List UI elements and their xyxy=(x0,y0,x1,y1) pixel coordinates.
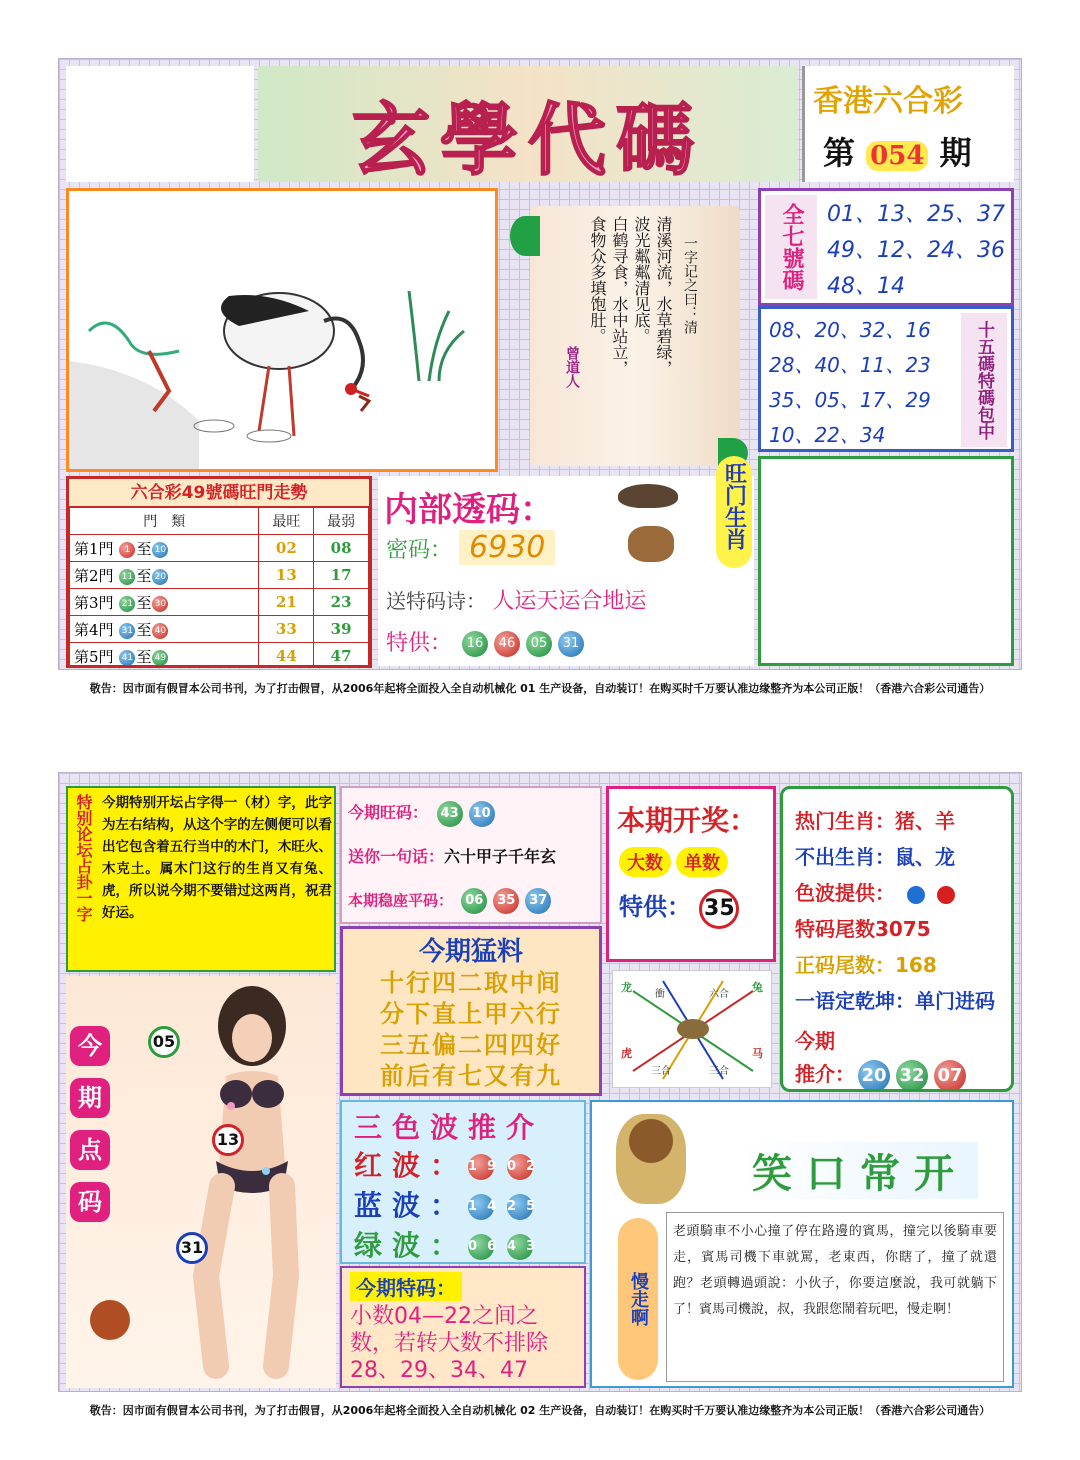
door-from-ball: 1 xyxy=(119,542,135,558)
draw-special-number: 35 xyxy=(699,889,739,929)
pick-ball: 05 xyxy=(148,1026,180,1058)
fifteen-line-1: 08、20、32、16 xyxy=(769,318,931,342)
door-header-cold: 最弱 xyxy=(314,508,369,535)
draw-tag-2: 单数 xyxy=(676,847,728,877)
poem-heading: 一字记之曰：清 xyxy=(682,236,698,334)
three-wave-title: 三色波推介 xyxy=(354,1111,545,1144)
fifteen-numbers-panel xyxy=(758,306,1014,452)
hot-info-label: 一语定乾坤： xyxy=(795,989,915,1013)
sentence-value: 六十甲子千年玄 xyxy=(444,847,557,866)
door-name: 第3門 xyxy=(74,593,114,612)
compass-label-three-b: 三合 xyxy=(709,1066,729,1077)
recommend-label-1: 今期 xyxy=(795,1029,835,1053)
door-name: 第5門 xyxy=(74,647,114,666)
door-table-panel xyxy=(66,476,372,668)
recommend-label-2: 推介： xyxy=(795,1062,855,1086)
hot-material-line-3: 三五偏二四四好 xyxy=(380,1031,562,1059)
door-to-ball: 10 xyxy=(152,542,168,558)
wave-ball: 06 xyxy=(468,1234,494,1260)
poem-line-2: 波光粼粼清见底。 xyxy=(632,216,651,344)
forum-label: 特别论坛占卦一字 xyxy=(74,794,93,922)
main-title: 玄學代碼 xyxy=(351,95,704,182)
lost-numbers-panel xyxy=(758,188,1014,306)
pick-label-char: 期 xyxy=(70,1078,110,1118)
wave-dot-icon xyxy=(907,886,925,904)
door-cold: 39 xyxy=(314,616,369,643)
hot-material-title: 今期猛料 xyxy=(418,937,523,967)
hot-info-value: 猪、羊 xyxy=(895,809,955,833)
wave-ball: 19 xyxy=(468,1154,494,1180)
crane-illustration xyxy=(69,191,495,469)
wave-dot-icon xyxy=(937,886,955,904)
door-hot: 33 xyxy=(259,616,314,643)
draw-panel xyxy=(606,786,776,962)
door-row xyxy=(70,562,369,589)
compass-diagram xyxy=(613,971,772,1088)
compass-label-rabbit: 兔 xyxy=(752,981,763,994)
door-name: 第2門 xyxy=(74,566,114,585)
flat-label: 本期稳座平码： xyxy=(348,891,454,910)
code-value: 6930 xyxy=(459,530,555,565)
pick-ball: 31 xyxy=(176,1232,208,1264)
hot-info-row xyxy=(795,911,995,947)
number-ball: 43 xyxy=(437,801,463,827)
wave-label: 红波 xyxy=(354,1149,431,1182)
fifteen-line-4: 10、22、34 xyxy=(769,423,886,447)
door-header-hot: 最旺 xyxy=(259,508,314,535)
door-row xyxy=(70,535,369,562)
scroll-end-left xyxy=(510,216,540,256)
hot-zodiac-tag xyxy=(716,456,752,568)
door-hot: 21 xyxy=(259,589,314,616)
special-panel xyxy=(340,1266,586,1388)
door-table-title: 六合彩49號碼旺門走勢 xyxy=(69,479,369,507)
poem-value: 人运天运合地运 xyxy=(492,589,647,614)
door-to-char: 至 xyxy=(136,620,152,639)
draw-title: 本期开奖： xyxy=(617,804,758,837)
pick-ball: 13 xyxy=(212,1124,244,1156)
hot-info-label: 色波提供： xyxy=(795,881,895,905)
hot-info-label: 不出生肖： xyxy=(795,845,895,869)
lost-numbers-line-1: 01、13、25、37 xyxy=(827,202,1005,227)
hot-info-label: 正码尾数： xyxy=(795,953,895,977)
door-from-ball: 31 xyxy=(119,623,135,639)
forum-text: 今期特别开坛占字得一（材）字，此字为左右结构，从这个字的左侧便可以看出它包含着五行当中的木门，木旺火、木克土。属木门这行的生肖又有兔、虎，所以说今期不要错过这两肖，祝君好运。 xyxy=(102,795,332,921)
hot-info-value: 168 xyxy=(895,953,937,977)
number-ball: 46 xyxy=(494,631,520,657)
wave-ball: 14 xyxy=(468,1194,494,1220)
hot-info-label: 特码尾数 xyxy=(795,917,875,941)
wave-ball: 02 xyxy=(507,1154,533,1180)
door-name: 第1門 xyxy=(74,539,114,558)
door-name: 第4門 xyxy=(74,620,114,639)
inside-code-panel xyxy=(378,476,754,666)
hot-info-value: 3075 xyxy=(875,917,931,941)
king-label: 今期旺码： xyxy=(348,803,429,822)
code-label: 密码： xyxy=(386,538,453,563)
compass-label-three-a: 三合 xyxy=(651,1066,671,1077)
door-row xyxy=(70,589,369,616)
wave-row: 绿波： 0643 xyxy=(354,1229,546,1262)
number-ball: 05 xyxy=(526,631,552,657)
joke-panel xyxy=(590,1100,1014,1388)
door-to-char: 至 xyxy=(136,566,152,585)
number-ball: 31 xyxy=(558,631,584,657)
joke-side-label: 慢走啊 xyxy=(618,1218,658,1380)
hot-info-row xyxy=(795,839,995,875)
number-ball: 10 xyxy=(469,801,495,827)
compass-label-tiger: 虎 xyxy=(621,1047,632,1060)
poem-line-3: 白鹤寻食，水中站立， xyxy=(610,216,629,376)
lost-numbers-line-2: 49、12、24、36 xyxy=(827,238,1005,263)
door-from-ball: 21 xyxy=(119,596,135,612)
door-to-char: 至 xyxy=(136,647,152,666)
pick-label-char: 点 xyxy=(70,1130,110,1170)
hot-zodiac-label: 旺门生肖 xyxy=(721,462,747,550)
wave-label: 蓝波 xyxy=(354,1189,431,1222)
compass-label-horse: 马 xyxy=(752,1047,763,1060)
hot-material-panel xyxy=(340,926,602,1096)
issue-suffix: 期 xyxy=(939,134,972,172)
draw-special-label: 特供： xyxy=(619,893,691,921)
monkey-picture xyxy=(616,1114,686,1204)
hot-material-line-4: 前后有七又有九 xyxy=(380,1062,562,1090)
door-header-type: 門 類 xyxy=(70,508,259,535)
door-row xyxy=(70,616,369,643)
number-ball: 20 xyxy=(858,1060,890,1092)
fifteen-line-2: 28、40、11、23 xyxy=(769,353,931,377)
inside-title: 内部透码： xyxy=(384,490,554,530)
rooster-picture xyxy=(90,1300,130,1340)
special-label: 特供： xyxy=(386,631,453,656)
poem-label: 送特码诗： xyxy=(386,589,486,613)
wave-ball: 43 xyxy=(507,1234,533,1260)
number-ball: 37 xyxy=(525,888,551,914)
lost-numbers-label: 全七號碼 xyxy=(765,195,817,299)
rat-picture xyxy=(618,484,678,508)
deer-picture xyxy=(628,526,674,562)
compass-label-six: 六合 xyxy=(709,989,729,1000)
special-text: 小数04—22之间之数，若转大数不排除28、29、34、47 xyxy=(350,1304,549,1383)
king-panel xyxy=(340,786,602,924)
draw-tag-1: 大数 xyxy=(619,847,671,877)
forum-panel xyxy=(66,786,336,972)
number-ball: 35 xyxy=(493,888,519,914)
joke-title: 笑口常开 xyxy=(742,1142,978,1199)
brand-name: 香港六合彩 xyxy=(813,84,963,119)
issue-prefix: 第 xyxy=(823,134,856,172)
poem-line-4: 食物众多填饱肚。 xyxy=(588,216,607,344)
three-wave-panel xyxy=(340,1100,586,1264)
blank-panel-right xyxy=(758,456,1014,666)
fifteen-label: 十五碼特碼包中 xyxy=(961,313,1007,447)
number-ball: 07 xyxy=(934,1060,966,1092)
wave-row: 红波： 1902 xyxy=(354,1149,546,1182)
issue-panel xyxy=(802,66,1014,182)
number-ball: 06 xyxy=(461,888,487,914)
compass-panel xyxy=(612,970,772,1088)
door-cold: 47 xyxy=(314,643,369,669)
door-to-char: 至 xyxy=(136,593,152,612)
crane-picture xyxy=(66,188,498,472)
poem-author: 曾道人 xyxy=(564,346,580,388)
poem-scroll xyxy=(510,196,754,474)
door-from-ball: 11 xyxy=(119,569,135,585)
compass-label-dragon: 龙 xyxy=(621,981,632,994)
fifteen-line-3: 35、05、17、29 xyxy=(769,388,931,412)
door-from-ball: 41 xyxy=(119,650,135,666)
door-table xyxy=(69,507,369,668)
number-ball: 16 xyxy=(462,631,488,657)
hot-info-row xyxy=(795,803,995,839)
wave-ball: 25 xyxy=(507,1194,533,1220)
pick-panel xyxy=(66,976,336,1388)
hot-material-line-1: 十行四二取中间 xyxy=(380,969,562,997)
door-to-ball: 40 xyxy=(152,623,168,639)
door-cold: 08 xyxy=(314,535,369,562)
sentence-label: 送你一句话： xyxy=(348,847,445,866)
door-cold: 17 xyxy=(314,562,369,589)
hot-material-line-2: 分下直上甲六行 xyxy=(380,1000,562,1028)
pick-label-char: 今 xyxy=(70,1026,110,1066)
compass-label-clash: 衝 xyxy=(655,989,665,1000)
title-banner xyxy=(258,66,798,182)
door-to-ball: 20 xyxy=(152,569,168,585)
hot-info-panel xyxy=(780,786,1014,1092)
door-to-ball: 49 xyxy=(152,650,168,666)
door-row xyxy=(70,643,369,669)
door-hot: 13 xyxy=(259,562,314,589)
top-logo-blank xyxy=(66,66,254,182)
hot-info-label: 热门生肖： xyxy=(795,809,895,833)
door-hot: 02 xyxy=(259,535,314,562)
wave-label: 绿波 xyxy=(354,1229,431,1262)
hot-info-value: 鼠、龙 xyxy=(895,845,955,869)
special-title: 今期特码： xyxy=(350,1272,462,1301)
joke-text: 老頭騎車不小心撞了停在路邊的賓馬，撞完以後騎車要走，賓馬司機下車就罵，老東西，你瞎了，撞了就還跑？老頭轉過頭說：小伙子，你要這麼說，我可就躺下了！賓馬司機說，叔，我跟您鬧着玩吧，慢走啊！ xyxy=(666,1212,1004,1382)
number-ball: 32 xyxy=(896,1060,928,1092)
door-cold: 23 xyxy=(314,589,369,616)
wave-row: 蓝波： 1425 xyxy=(354,1189,546,1222)
door-hot: 44 xyxy=(259,643,314,669)
hot-info-row xyxy=(795,875,995,911)
top-notice: 敬告：因市面有假冒本公司书刊，为了打击假冒，从2006年起将全面投入全自动机械化 01 生产设备，自动装订！在购买时千万要认准边缘整齐为本公司正版！（香港六合彩公司通告） xyxy=(89,682,991,695)
hot-info-row xyxy=(795,983,995,1019)
lost-numbers-line-3: 48、14 xyxy=(827,274,905,299)
hot-info-value: 单门进码 xyxy=(915,989,995,1013)
bottom-notice: 敬告：因市面有假冒本公司书刊，为了打击假冒，从2006年起将全面投入全自动机械化 02 生产设备，自动装订！在购买时千万要认准边缘整齐为本公司正版！（香港六合彩公司通告） xyxy=(89,1404,991,1417)
door-to-char: 至 xyxy=(136,539,152,558)
poem-line-1: 清溪河流，水草碧绿， xyxy=(654,216,673,376)
hot-info-row xyxy=(795,947,995,983)
pick-label-char: 码 xyxy=(70,1182,110,1222)
door-to-ball: 30 xyxy=(152,596,168,612)
issue-number: 054 xyxy=(866,141,928,171)
